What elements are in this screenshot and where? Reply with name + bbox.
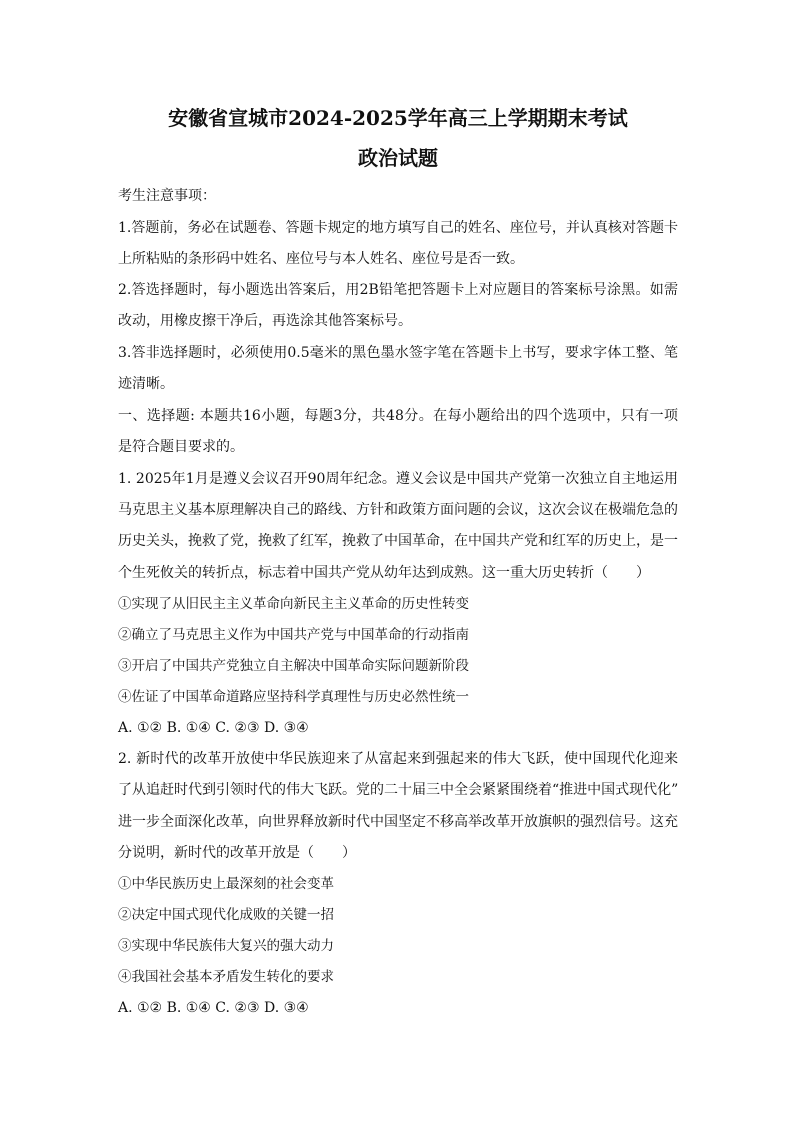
section-heading: 是符合题目要求的。 — [118, 439, 244, 455]
question-option: ①中华民族历史上最深刻的社会变革 — [118, 876, 334, 892]
question-stem-line: 分说明，新时代的改革开放是（ ） — [118, 845, 356, 861]
section-heading: 一、选择题: 本题共16小题，每题3分，共48分。在每小题给出的四个选项中，只有一项 — [118, 408, 678, 424]
notice-line: 上所粘贴的条形码中姓名、座位号与本人姓名、座位号是否一致。 — [118, 251, 524, 267]
exam-page — [118, 0, 678, 1123]
notice-heading: 考生注意事项： — [118, 188, 216, 204]
exam-title: 安徽省宣城市2024-2025学年高三上学期期末考试 — [168, 106, 628, 130]
question-option: ①实现了从旧民主主义革命向新民主主义革命的历史性转变 — [118, 596, 469, 612]
question-stem-line: 个生死攸关的转折点，标志着中国共产党从幼年达到成熟。这一重大历史转折（ ） — [118, 565, 650, 581]
notice-line: 2.答选择题时，每小题选出答案后，用2B铅笔把答题卡上对应题目的答案标号涂黑。如需 — [118, 282, 678, 298]
question-option: ④佐证了中国革命道路应坚持科学真理性与历史必然性统一 — [118, 689, 469, 705]
question-option: ③实现中华民族伟大复兴的强大动力 — [118, 938, 334, 954]
exam-subtitle: 政治试题 — [358, 146, 438, 170]
question-stem-line: 马克思主义基本原理解决自己的路线、方针和政策方面问题的会议，这次会议在极端危急的 — [118, 502, 678, 518]
question-stem-line: 进一步全面深化改革，向世界释放新时代中国坚定不移高举改革开放旗帜的强烈信号。这充 — [118, 814, 678, 830]
question-stem-line: 2. 新时代的改革开放使中华民族迎来了从富起来到强起来的伟大飞跃，使中国现代化迎来 — [118, 751, 678, 767]
answer-choices: A. ①② B. ①④ C. ②③ D. ③④ — [118, 1000, 309, 1016]
question-option: ③开启了中国共产党独立自主解决中国革命实际问题新阶段 — [118, 658, 469, 674]
question-option: ④我国社会基本矛盾发生转化的要求 — [118, 969, 334, 985]
question-stem-line: 历史关头，挽救了党，挽救了红军，挽救了中国革命，在中国共产党和红军的历史上，是一 — [118, 533, 678, 549]
question-option: ②确立了马克思主义作为中国共产党与中国革命的行动指南 — [118, 627, 469, 643]
notice-line: 迹清晰。 — [118, 376, 174, 392]
notice-line: 1.答题前，务必在试题卷、答题卡规定的地方填写自己的姓名、座位号，并认真核对答题卡 — [118, 220, 678, 236]
notice-line: 改动，用橡皮擦干净后，再选涂其他答案标号。 — [118, 313, 412, 329]
answer-choices: A. ①② B. ①④ C. ②③ D. ③④ — [118, 720, 309, 736]
question-option: ②决定中国式现代化成败的关键一招 — [118, 907, 334, 923]
question-stem-line: 了从追赶时代到引领时代的伟大飞跃。党的二十届三中全会紧紧围绕着“推进中国式现代化” — [118, 782, 679, 798]
question-stem-line: 1. 2025年1月是遵义会议召开90周年纪念。遵义会议是中国共产党第一次独立自主地运用 — [118, 471, 678, 487]
notice-line: 3.答非选择题时，必须使用0.5毫米的黑色墨水签字笔在答题卡上书写，要求字体工整、笔 — [118, 345, 678, 361]
